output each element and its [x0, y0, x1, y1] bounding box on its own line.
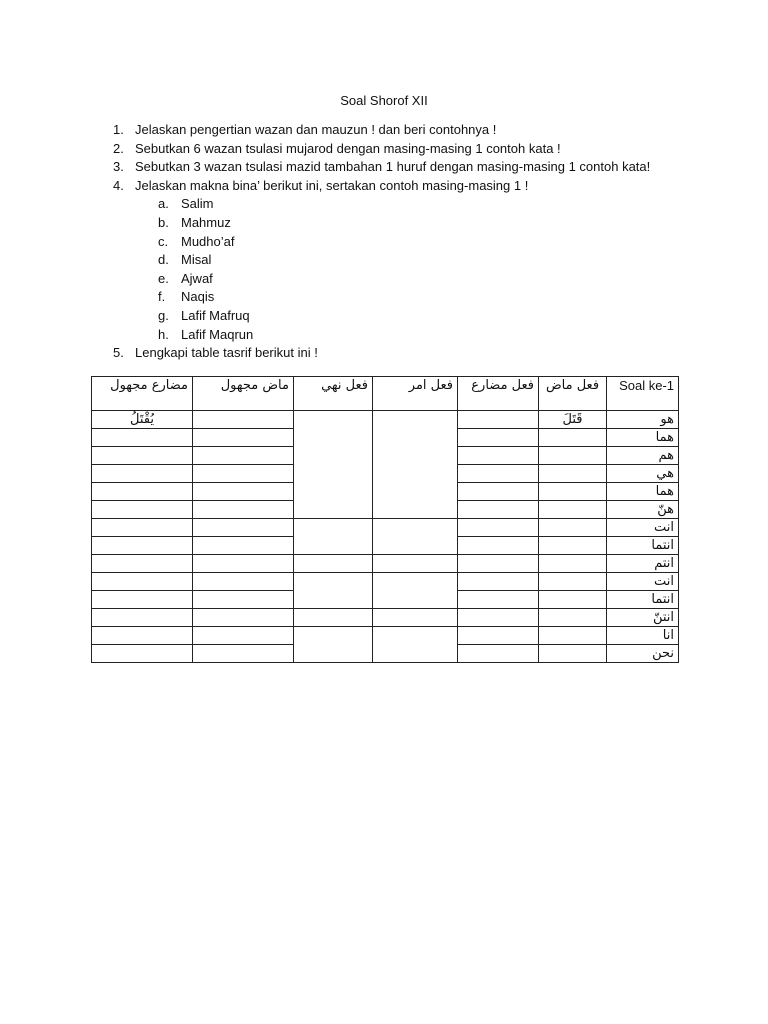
cell-fiil-amr[interactable]	[373, 555, 458, 573]
question-list	[113, 121, 713, 363]
sub-item-letter: d.	[158, 252, 169, 268]
pronoun-cell: هم	[607, 447, 679, 465]
cell-fiil-madhi-example[interactable]: قَتَلَ	[539, 411, 607, 429]
question-text: Jelaskan pengertian wazan dan mauzun ! dan beri contohnya !	[135, 122, 497, 137]
pronoun-cell: انا	[607, 627, 679, 645]
cell-fiil-amr[interactable]	[373, 609, 458, 627]
question-number: 1.	[113, 122, 124, 137]
sub-item	[113, 195, 713, 214]
question-text: Lengkapi table tasrif berikut ini !	[135, 345, 318, 361]
cell-fiil-mudhari[interactable]	[458, 465, 539, 483]
pronoun-cell: انتم	[607, 555, 679, 573]
cell-madhi-majhul[interactable]	[193, 519, 294, 537]
sub-item	[113, 288, 713, 307]
cell-madhi-majhul[interactable]	[193, 573, 294, 591]
cell-fiil-madhi[interactable]	[539, 483, 607, 501]
sub-item-text: Salim	[181, 196, 214, 212]
question-number: 3.	[113, 159, 124, 175]
question-item	[113, 158, 713, 177]
question-item	[113, 140, 713, 159]
pronoun-cell: انتما	[607, 537, 679, 555]
sub-item-letter: e.	[158, 270, 169, 286]
cell-fiil-madhi[interactable]	[539, 555, 607, 573]
cell-fiil-nahi[interactable]	[294, 627, 373, 663]
cell-fiil-nahi[interactable]	[294, 555, 373, 573]
sub-item-letter: a.	[158, 196, 169, 212]
cell-fiil-madhi[interactable]	[539, 429, 607, 447]
cell-fiil-amr[interactable]	[373, 627, 458, 663]
sub-item-letter: f.	[158, 289, 166, 305]
sub-item-letter: c.	[158, 233, 169, 249]
cell-fiil-mudhari[interactable]	[458, 447, 539, 465]
cell-madhi-majhul[interactable]	[193, 501, 294, 519]
cell-fiil-mudhari[interactable]	[458, 609, 539, 627]
table-row	[92, 555, 679, 573]
sub-item-text: Misal	[181, 252, 212, 268]
sub-item-text: Mudho’af	[181, 233, 235, 249]
header-soal: Soal ke-1	[607, 377, 679, 411]
cell-fiil-madhi[interactable]	[539, 465, 607, 483]
header-fiil-mudhari: فعل مضارع	[458, 377, 539, 411]
cell-fiil-madhi[interactable]	[539, 591, 607, 609]
cell-fiil-mudhari[interactable]	[458, 573, 539, 591]
cell-mudhari-majhul[interactable]	[92, 465, 193, 483]
cell-mudhari-majhul[interactable]	[92, 627, 193, 645]
pronoun-cell: انتنّ	[607, 609, 679, 627]
cell-madhi-majhul[interactable]	[193, 411, 294, 429]
cell-mudhari-majhul[interactable]	[92, 483, 193, 501]
question-number: 4.	[113, 177, 124, 193]
cell-fiil-mudhari[interactable]	[458, 429, 539, 447]
cell-mudhari-majhul[interactable]	[92, 591, 193, 609]
cell-madhi-majhul[interactable]	[193, 591, 294, 609]
cell-mudhari-majhul[interactable]	[92, 429, 193, 447]
cell-madhi-majhul[interactable]	[193, 537, 294, 555]
pronoun-cell: نحن	[607, 645, 679, 663]
sub-item	[113, 251, 713, 270]
header-fiil-madhi: فعل ماض	[539, 377, 607, 411]
cell-fiil-nahi[interactable]	[294, 609, 373, 627]
cell-mudhari-majhul-example[interactable]: يُقْتَلُ	[92, 411, 193, 429]
sub-item-text: Lafif Maqrun	[181, 326, 254, 342]
page-title: Soal Shorof XII	[340, 93, 428, 108]
question-text: Jelaskan makna bina’ berikut ini, sertakan contoh masing-masing 1 !	[135, 177, 529, 193]
table-row	[92, 573, 679, 591]
cell-mudhari-majhul[interactable]	[92, 645, 193, 663]
cell-fiil-madhi[interactable]	[539, 519, 607, 537]
pronoun-cell: هو	[607, 411, 679, 429]
sub-item-text: Ajwaf	[181, 270, 213, 286]
cell-fiil-mudhari[interactable]	[458, 591, 539, 609]
table-header-row	[92, 377, 679, 411]
cell-madhi-majhul[interactable]	[193, 465, 294, 483]
header-madhi-majhul: ماض مجهول	[193, 377, 294, 411]
sub-item	[113, 307, 713, 326]
sub-item	[113, 233, 713, 252]
question-number: 5.	[113, 345, 124, 361]
cell-fiil-mudhari[interactable]	[458, 483, 539, 501]
question-item	[113, 177, 713, 196]
pronoun-cell: انت	[607, 519, 679, 537]
sub-item	[113, 214, 713, 233]
cell-madhi-majhul[interactable]	[193, 627, 294, 645]
cell-fiil-madhi[interactable]	[539, 627, 607, 645]
cell-mudhari-majhul[interactable]	[92, 519, 193, 537]
table-row	[92, 627, 679, 645]
cell-fiil-nahi[interactable]	[294, 519, 373, 555]
question-number: 2.	[113, 140, 124, 156]
cell-madhi-majhul[interactable]	[193, 429, 294, 447]
question-text: Sebutkan 3 wazan tsulasi mazid tambahan 1 huruf dengan masing-masing 1 contoh kata!	[135, 159, 651, 175]
cell-fiil-nahi-merged[interactable]	[294, 411, 373, 519]
sub-item-letter: b.	[158, 214, 169, 230]
cell-fiil-mudhari[interactable]	[458, 501, 539, 519]
cell-fiil-madhi[interactable]	[539, 573, 607, 591]
cell-madhi-majhul[interactable]	[193, 645, 294, 663]
cell-fiil-mudhari[interactable]	[458, 555, 539, 573]
cell-mudhari-majhul[interactable]	[92, 447, 193, 465]
sub-item-text: Lafif Mafruq	[181, 307, 250, 323]
tasrif-table	[91, 376, 679, 663]
cell-fiil-madhi[interactable]	[539, 609, 607, 627]
cell-mudhari-majhul[interactable]	[92, 555, 193, 573]
pronoun-cell: هنّ	[607, 501, 679, 519]
cell-madhi-majhul[interactable]	[193, 609, 294, 627]
question-item	[113, 344, 713, 363]
question-item	[113, 121, 713, 140]
cell-fiil-amr[interactable]	[373, 573, 458, 609]
cell-madhi-majhul[interactable]	[193, 483, 294, 501]
table-row	[92, 519, 679, 537]
sub-item-text: Naqis	[181, 289, 215, 305]
cell-fiil-mudhari[interactable]	[458, 519, 539, 537]
cell-fiil-mudhari[interactable]	[458, 537, 539, 555]
cell-fiil-nahi[interactable]	[294, 573, 373, 609]
pronoun-cell: انتما	[607, 591, 679, 609]
pronoun-cell: هما	[607, 429, 679, 447]
cell-fiil-amr-merged[interactable]	[373, 411, 458, 519]
cell-fiil-madhi[interactable]	[539, 447, 607, 465]
sub-item-letter: h.	[158, 326, 169, 342]
cell-fiil-mudhari[interactable]	[458, 645, 539, 663]
cell-fiil-mudhari[interactable]	[458, 627, 539, 645]
cell-fiil-madhi[interactable]	[539, 537, 607, 555]
cell-mudhari-majhul[interactable]	[92, 573, 193, 591]
header-mudhari-majhul: مضارع مجهول	[92, 377, 193, 411]
cell-fiil-mudhari[interactable]	[458, 411, 539, 429]
cell-fiil-amr[interactable]	[373, 519, 458, 555]
pronoun-cell: هما	[607, 483, 679, 501]
cell-mudhari-majhul[interactable]	[92, 609, 193, 627]
cell-mudhari-majhul[interactable]	[92, 537, 193, 555]
sub-item	[113, 270, 713, 289]
pronoun-cell: هي	[607, 465, 679, 483]
table-row	[92, 609, 679, 627]
sub-item	[113, 326, 713, 345]
header-fiil-nahi: فعل نهي	[294, 377, 373, 411]
header-fiil-amr: فعل امر	[373, 377, 458, 411]
sub-item-text: Mahmuz	[181, 214, 231, 230]
cell-madhi-majhul[interactable]	[193, 555, 294, 573]
sub-item-letter: g.	[158, 307, 169, 323]
cell-mudhari-majhul[interactable]	[92, 501, 193, 519]
cell-fiil-madhi[interactable]	[539, 645, 607, 663]
table-row	[92, 411, 679, 429]
question-text: Sebutkan 6 wazan tsulasi mujarod dengan masing-masing 1 contoh kata !	[135, 140, 561, 156]
cell-fiil-madhi[interactable]	[539, 501, 607, 519]
cell-madhi-majhul[interactable]	[193, 447, 294, 465]
pronoun-cell: انت	[607, 573, 679, 591]
